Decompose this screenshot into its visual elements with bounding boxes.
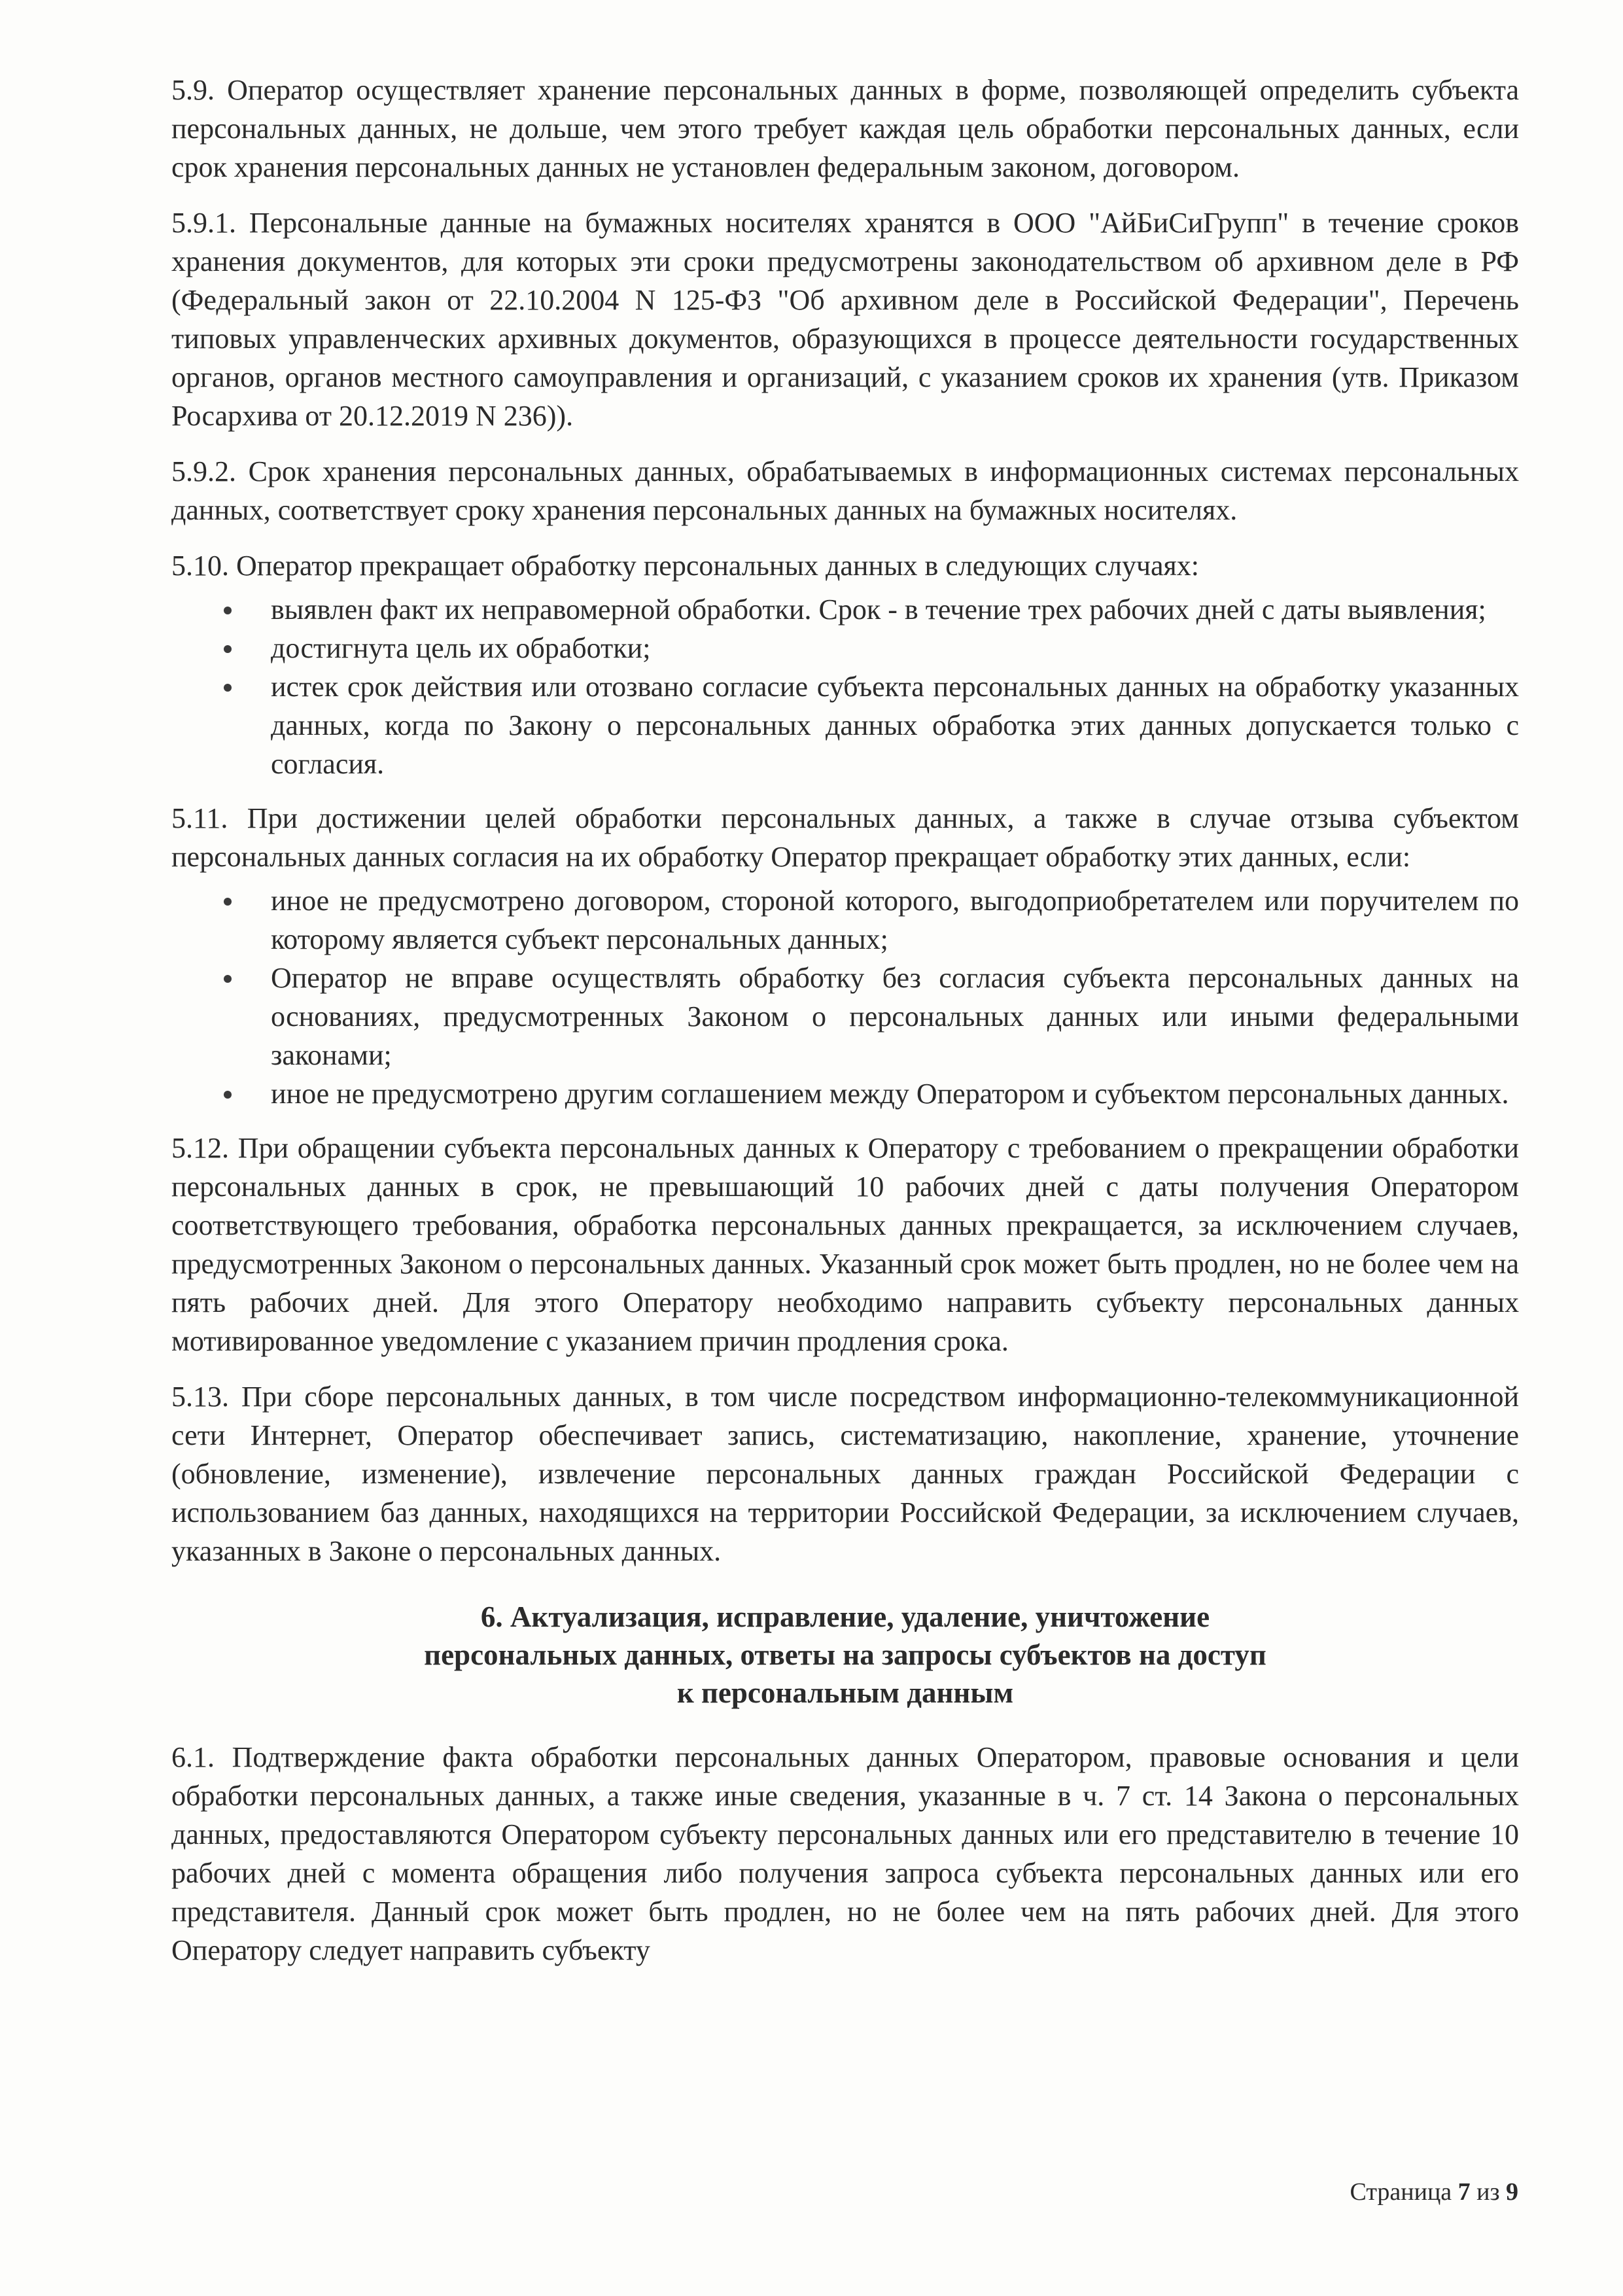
- paragraph-5-11: 5.11. При достижении целей обработки персональных данных, а также в случае отзыва субъектом персональных данных согласия на их обработку Оператор прекращает обработку этих данных, если:: [171, 802, 1519, 873]
- current-page: 7: [1457, 2178, 1471, 2206]
- section-6-heading: [171, 1598, 1519, 1712]
- list-item: [171, 667, 1519, 783]
- bullet-icon: [224, 645, 232, 653]
- paragraph-5-9: 5.9. Оператор осуществляет хранение персональных данных в форме, позволяющей определить субъекта персональных данных, не дольше, чем этого требует каждая цель обработки персональных данных, если срок хранения персональных данных не установлен федеральным законом, договором.: [171, 74, 1519, 183]
- section-heading-line: к персональным данным: [676, 1676, 1014, 1709]
- bullet-icon: [224, 898, 232, 906]
- list-item-text: выявлен факт их неправомерной обработки. Срок - в течение трех рабочих дней с даты выявления;: [271, 593, 1486, 626]
- bullet-icon: [224, 975, 232, 983]
- paragraph-5-10: 5.10. Оператор прекращает обработку персональных данных в следующих случаях:: [171, 550, 1200, 582]
- list-item: [171, 959, 1519, 1074]
- list-item: [171, 629, 1519, 667]
- list-item: [171, 1074, 1519, 1113]
- page-number: [1350, 2178, 1518, 2206]
- paragraph-5-13: 5.13. При сборе персональных данных, в том числе посредством информационно-телекоммуникационной сети Интернет, Оператор обеспечивает запись, систематизацию, накопление, хранение, уточнение (обновление, изменение), извлечение персональных данных граждан Российской Федерации с использованием баз данных, находящихся на территории Российской Федерации, за исключением случаев, указанных в Законе о персональных данных.: [171, 1381, 1519, 1567]
- paragraph-5-12: 5.12. При обращении субъекта персональных данных к Оператору с требованием о прекращении обработки персональных данных в срок, не превышающий 10 рабочих дней с даты получения Оператором соответствующего требования, обработка персональных данных прекращается, за исключением случаев, предусмотренных Законом о персональных данных. Указанный срок может быть продлен, но не более чем на пять рабочих дней. Для этого Оператору необходимо направить субъекту персональных данных мотивированное уведомление с указанием причин продления срока.: [171, 1132, 1519, 1357]
- list-item-text: истек срок действия или отозвано согласие субъекта персональных данных на обработку указанных данных, когда по Закону о персональных данных обработка этих данных допускается только с согласия.: [271, 671, 1519, 780]
- bullet-icon: [224, 607, 232, 614]
- list-item: [171, 881, 1519, 959]
- list-5-11: [171, 881, 1519, 1113]
- bullet-icon: [224, 684, 232, 692]
- list-item-text: достигнута цель их обработки;: [271, 632, 651, 664]
- page-word: Страница: [1350, 2178, 1452, 2206]
- document-body: [171, 71, 1519, 1987]
- paragraph-6-1: 6.1. Подтверждение факта обработки персональных данных Оператором, правовые основания и цели обработки персональных данных, а также иные сведения, указанные в ч. 7 ст. 14 Закона о персональных данных, предоставляются Оператором субъекту персональных данных или его представителю в течение 10 рабочих дней с момента обращения либо получения запроса субъекта персональных данных или его представителя. Данный срок может быть продлен, но не более чем на пять рабочих дней. Для этого Оператору следует направить субъекту: [171, 1741, 1519, 1966]
- list-5-10: [171, 590, 1519, 783]
- of-word: из: [1476, 2178, 1500, 2206]
- list-item-text: иное не предусмотрено договором, стороной которого, выгодоприобретателем или поручителем по которому является субъект персональных данных;: [271, 885, 1519, 955]
- bullet-icon: [224, 1091, 232, 1099]
- section-heading-line: персональных данных, ответы на запросы субъектов на доступ: [424, 1638, 1266, 1671]
- list-item-text: иное не предусмотрено другим соглашением между Оператором и субъектом персональных данных.: [271, 1078, 1509, 1110]
- section-heading-line: 6. Актуализация, исправление, удаление, уничтожение: [480, 1600, 1210, 1633]
- list-item-text: Оператор не вправе осуществлять обработку без согласия субъекта персональных данных на основаниях, предусмотренных Законом о персональных данных или иными федеральными законами;: [271, 962, 1519, 1071]
- total-pages: 9: [1506, 2178, 1518, 2206]
- paragraph-5-9-1: 5.9.1. Персональные данные на бумажных носителях хранятся в ООО "АйБиСиГрупп" в течение сроков хранения документов, для которых эти сроки предусмотрены законодательством об архивном деле в РФ (Федеральный закон от 22.10.2004 N 125-ФЗ "Об архивном деле в Российской Федерации", Перечень типовых управленческих архивных документов, образующихся в процессе деятельности государственных органов, органов местного самоуправления и организаций, с указанием сроков их хранения (утв. Приказом Росархива от 20.12.2019 N 236)).: [171, 207, 1519, 432]
- paragraph-5-9-2: 5.9.2. Срок хранения персональных данных, обрабатываемых в информационных системах персональных данных, соответствует сроку хранения персональных данных на бумажных носителях.: [171, 455, 1519, 526]
- list-item: [171, 590, 1519, 629]
